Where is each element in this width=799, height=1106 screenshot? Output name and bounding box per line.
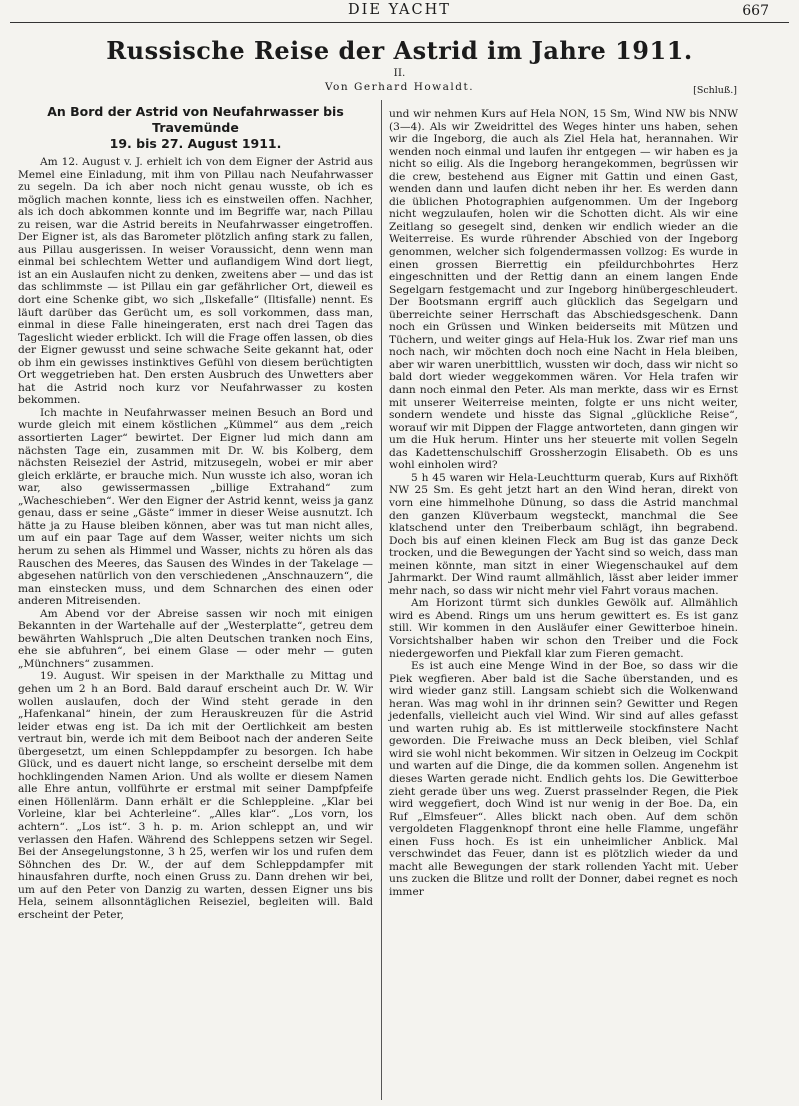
sequel-note: [Schluß.] [693,85,737,96]
paragraph: Am Horizont türmt sich dunkles Gewölk auf. Allmählich wird es Abend. Rings um uns herum gewittert es. Es ist ganz still. Wir kommen in den Ausläufer einer Gewitterboe hinein. Vorsichtshalber haben wir schon den Treiber und die Fock niedergeworfen und Piekfall klar zum Fieren gemacht. [389,597,738,660]
paragraph: 5 h 45 waren wir Hela-Leuchtturm querab, Kurs auf Rixhöft NW 25 Sm. Es geht jetzt hart an den Wind heran, direkt von vorn eine himmelhohe Dünung, so dass die Astrid manchmal den ganzen Klüverbaum wegsteckt, manchmal die See klatschend unter den Treiberbaum schlägt, ihn begrabend. Doch bis auf einen kleinen Fleck am Bug ist das ganze Deck trocken, und die Bewegungen der Yacht sind so weich, dass man meinen könnte, man sitzt in einer Wiegenschaukel auf dem Jahrmarkt. Der Wind raumt allmählich, lässt aber leider immer mehr nach, so dass wir nicht mehr viel Fahrt voraus machen. [389,471,738,597]
paragraph: 19. August. Wir speisen in der Markthalle zu Mittag und gehen um 2 h an Bord. Bald darauf erscheint auch Dr. W. Wir wollen auslaufen, doch der Wind steht gerade in den „Hafenkanal“ hinein, der zum Herauskreuzen für die Astrid leider etwas eng ist. Da ich mit der Oertlichkeit am besten vertraut bin, werde ich mit dem Beiboot nach der anderen Seite übergesetzt, um einen Schleppdampfer zu besorgen. Ich habe Glück, und es dauert nicht lange, so erscheint derselbe mit dem hochklingenden Namen Arion. Und als wollte er diesem Namen alle Ehre antun, vollführte er erstmal mit seiner Dampfpfeife einen Höllenlärm. Dann erhält er die Schleppleine. „Klar bei Vorleine, klar bei Achterleine“. „Alles klar“. „Los vorn, los achtern“. „Los ist“. 3 h. p. m. Arion schleppt an, und wir verlassen den Hafen. Während des Schleppens setzen wir Segel. Bei der Ansegelungstonne, 3 h 25, werfen wir los und rufen dem Söhnchen des Dr. W., der auf dem Schleppdampfer mit hinausfahren durfte, noch einen Gruss zu. Dann drehen wir bei, um auf den Peter von Danzig zu warten, dessen Eigner uns bis Hela, seinem allsonntäglichen Reiseziel, begleiten will. Bald erscheint der Peter, [18,670,373,921]
left-column [18,104,373,921]
article-author: Von Gerhard Howaldt. [324,81,475,93]
running-head [0,2,799,22]
page-number: 667 [742,3,769,19]
paragraph: Am Abend vor der Abreise sassen wir noch mit einigen Bekannten in der Wartehalle auf der „Westerplatte“, getreu dem bewährten Wahlspruch „Die alten Deutschen tranken noch Eins, ehe sie abfuhren“, bei einem Glase — oder mehr — guten „Münchners“ zusammen. [18,607,373,670]
column-divider [381,100,382,1100]
article-part: II. [393,67,406,79]
right-column [389,108,738,898]
section-heading-line-2: 19. bis 27. August 1911. [109,136,282,151]
section-heading [18,104,373,152]
journal-title: DIE YACHT [348,2,451,18]
paragraph: und wir nehmen Kurs auf Hela NON, 15 Sm, Wind NW bis NNW (3—4). Als wir Zweidrittel des Weges hinter uns haben, sehen wir die Ingeborg, die auch als Ziel Hela hat, herannahen. Wir wenden noch einmal und laufen ihr entgegen — wir haben es ja nicht so eilig. Als die Ingeborg herangekommen, begrüssen wir die crew, bestehend aus Eigner mit Gattin und einen Gast, wenden dann und laufen dicht neben ihr her. Es werden dann die üblichen Photographien aufgenommen. Um der Ingeborg nicht wegzulaufen, holen wir die Schotten dicht. Als wir eine Zeitlang so gesegelt sind, denken wir endlich wieder an die Weiterreise. Es wurde rührender Abschied von der Ingeborg genommen, welcher sich folgendermassen vollzog: Es wurde in einen grossen Bierrettig ein pfeildurchbohrtes Herz eingeschnitten und der Rettig dann an einem langen Ende Segelgarn festgemacht und zur Ingeborg hinübergeschleudert. Der Bootsmann ergriff auch glücklich das Segelgarn und überreichte seiner Herrschaft das Abschiedsgeschenk. Dann noch ein Grüssen und Winken beiderseits mit Mützen und Tüchern, und weiter gings auf Hela-Huk los. Zwar rief man uns noch nach, wir möchten doch noch eine Nacht in Hela bleiben, aber wir waren unerbittlich, wussten wir doch, dass wir nicht so bald dort wieder weggekommen wären. Vor Hela trafen wir dann noch einmal den Peter. Als man merkte, dass wir es Ernst mit unserer Weiterreise meinten, folgte er uns nicht weiter, sondern wendete und hisste das Signal „glückliche Reise“, worauf wir mit Dippen der Flagge antworteten, dann gingen wir um die Huk herum. Hinter uns her steuerte mit vollen Segeln das Kadettenschulschiff Grossherzogin Elisabeth. Ob es uns wohl einholen wird? [389,108,738,472]
section-heading-line-1: An Bord der Astrid von Neufahrwasser bis Travemünde [47,104,344,135]
paragraph: Am 12. August v. J. erhielt ich von dem Eigner der Astrid aus Memel eine Einladung, mit ihm von Pillau nach Neufahrwasser zu segeln. Da ich aber noch nicht genau wusste, ob ich es möglich machen konnte, liess ich es einstweilen offen. Nachher, als ich doch abkommen konnte und im Begriffe war, nach Pillau zu reisen, war die Astrid bereits in Neufahrwasser eingetroffen. Der Eigner ist, als das Barometer plötzlich anfing stark zu fallen, aus Pillau ausgerissen. In weiser Voraussicht, denn wenn man einmal bei schlechtem Wetter und auflandigem Wind dort liegt, ist an ein Auslaufen nicht zu denken, zweitens aber — und das ist das schlimmste — ist Pillau ein gar gefährlicher Ort, dieweil es dort eine Schenke gibt, wo sich „Ilskefalle“ (Iltisfalle) nennt. Es läuft darüber das Gerücht um, es soll vorkommen, dass man, einmal in diese Falle hineingeraten, erst nach drei Tagen das Tageslicht wieder erblickt. Ich will die Frage offen lassen, ob dies der Eigner gewusst und seine schwache Seite gekannt hat, oder ob ihm ein gewisses instinktives Gefühl von diesem berüchtigten Ort weggetrieben hat. Den ersten Ausbruch des Unwetters aber hat die Astrid noch kurz vor Neufahrwasser zu kosten bekommen. [18,156,373,407]
paragraph: Ich machte in Neufahrwasser meinen Besuch an Bord und wurde gleich mit einem köstlichen „Kümmel“ aus dem „reich assortierten Lager“ bewirtet. Der Eigner lud mich dann am nächsten Tage ein, zusammen mit Dr. W. bis Kolberg, dem nächsten Reiseziel der Astrid, mitzusegeln, wobei er mir aber gleich erklärte, er brauche mich. Nun wusste ich also, woran ich war, also gewissermassen „billige Extrahand“ zum „Wacheschieben“. Wer den Eigner der Astrid kennt, weiss ja ganz genau, dass er seine „Gäste“ immer in dieser Weise ausnutzt. Ich hätte ja zu Hause bleiben können, aber was tut man nicht alles, um auf ein paar Tage auf dem Wasser, weiter nichts um sich herum zu sehen als Himmel und Wasser, nichts zu hören als das Rauschen des Meeres, das Sausen des Windes in der Takelage — abgesehen natürlich von den verschiedenen „Anschnauzern“, die man einstecken muss, und dem Schnarchen des einen oder anderen Mitreisenden. [18,406,373,608]
article-title: Russische Reise der Astrid im Jahre 1911. [106,36,693,65]
header-rule [10,22,789,23]
article-title-block [0,36,799,94]
paragraph: Es ist auch eine Menge Wind in der Boe, so dass wir die Piek wegfieren. Aber bald ist die Sache überstanden, und es wird wieder ganz still. Langsam schiebt sich die Wolkenwand heran. Was mag wohl in ihr drinnen sein? Gewitter und Regen jedenfalls, vielleicht auch viel Wind. Wir sind auf alles gefasst und warten ruhig ab. Es ist mittlerweile stockfinstere Nacht geworden. Die Freiwache muss an Deck bleiben, viel Schlaf wird sie wohl nicht bekommen. Wir sitzen in Oelzeug im Cockpit und warten auf die Dinge, die da kommen sollen. Angenehm ist dieses Warten gerade nicht. Endlich gehts los. Die Gewitterboe zieht gerade über uns weg. Zuerst prasselnder Regen, die Piek wird weggefiert, doch Wind ist nur wenig in der Boe. Da, ein Ruf „Elmsfeuer“. Alles blickt nach oben. Auf dem schön vergoldeten Flaggenknopf thront eine helle Flamme, ungefähr einen Fuss hoch. Es ist ein unheimlicher Anblick. Mal verschwindet das Feuer, dann ist es plötzlich wieder da und macht alle Bewegungen der stark rollenden Yacht mit. Ueber uns zucken die Blitze und rollt der Donner, dabei regnet es noch immer [389,660,738,898]
